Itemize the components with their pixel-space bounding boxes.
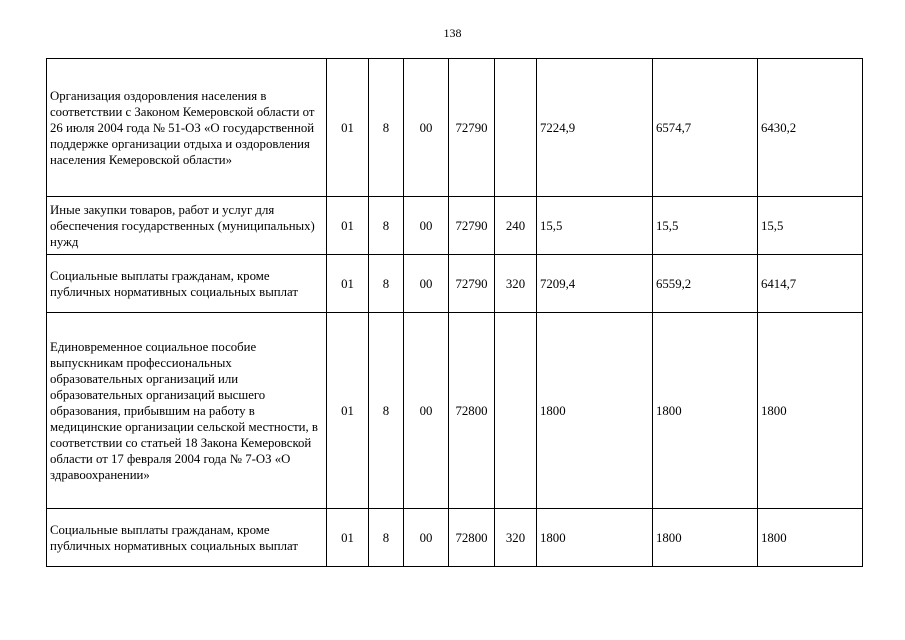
code-subsection: 8	[369, 59, 404, 197]
value-year-3: 15,5	[758, 197, 863, 255]
code-subsection: 8	[369, 197, 404, 255]
value-year-3: 6430,2	[758, 59, 863, 197]
table-row	[47, 509, 863, 567]
code-article: 72790	[449, 255, 495, 313]
code-subsection: 8	[369, 255, 404, 313]
code-subsection: 8	[369, 509, 404, 567]
code-expense-type	[495, 59, 537, 197]
value-year-2: 1800	[653, 509, 758, 567]
value-year-3: 1800	[758, 509, 863, 567]
value-year-2: 1800	[653, 313, 758, 509]
code-article: 72800	[449, 509, 495, 567]
value-year-2: 6559,2	[653, 255, 758, 313]
value-year-1: 7209,4	[537, 255, 653, 313]
code-section: 01	[327, 59, 369, 197]
row-description: Социальные выплаты гражданам, кроме публичных нормативных социальных выплат	[47, 509, 327, 567]
table-row	[47, 255, 863, 313]
code-expense-type: 320	[495, 255, 537, 313]
code-program: 00	[404, 59, 449, 197]
code-program: 00	[404, 509, 449, 567]
value-year-1: 7224,9	[537, 59, 653, 197]
row-description: Социальные выплаты гражданам, кроме публичных нормативных социальных выплат	[47, 255, 327, 313]
value-year-2: 6574,7	[653, 59, 758, 197]
row-description: Организация оздоровления населения в соответствии с Законом Кемеровской области от 26 июля 2004 года № 51-ОЗ «О государственной поддержке организации отдыха и оздоровления населения Кемеровской области»	[47, 59, 327, 197]
code-article: 72800	[449, 313, 495, 509]
code-section: 01	[327, 197, 369, 255]
code-program: 00	[404, 255, 449, 313]
code-article: 72790	[449, 59, 495, 197]
code-expense-type: 240	[495, 197, 537, 255]
value-year-1: 15,5	[537, 197, 653, 255]
code-program: 00	[404, 197, 449, 255]
code-section: 01	[327, 255, 369, 313]
table-row	[47, 197, 863, 255]
page-number: 138	[443, 26, 462, 40]
value-year-3: 1800	[758, 313, 863, 509]
code-section: 01	[327, 313, 369, 509]
code-expense-type	[495, 313, 537, 509]
code-section: 01	[327, 509, 369, 567]
code-program: 00	[404, 313, 449, 509]
table-row	[47, 313, 863, 509]
value-year-2: 15,5	[653, 197, 758, 255]
value-year-3: 6414,7	[758, 255, 863, 313]
code-article: 72790	[449, 197, 495, 255]
code-subsection: 8	[369, 313, 404, 509]
row-description: Единовременное социальное пособие выпускникам профессиональных образовательных организаций или образовательных организаций высшего образования, прибывшим на работу в медицинские организации сельской местности, в соответствии со статьей 18 Закона Кемеровской области от 17 февраля 2004 года № 7-ОЗ «О здравоохранении»	[47, 313, 327, 509]
table-row	[47, 59, 863, 197]
budget-table	[46, 58, 863, 567]
code-expense-type: 320	[495, 509, 537, 567]
value-year-1: 1800	[537, 509, 653, 567]
row-description: Иные закупки товаров, работ и услуг для обеспечения государственных (муниципальных) нужд	[47, 197, 327, 255]
value-year-1: 1800	[537, 313, 653, 509]
